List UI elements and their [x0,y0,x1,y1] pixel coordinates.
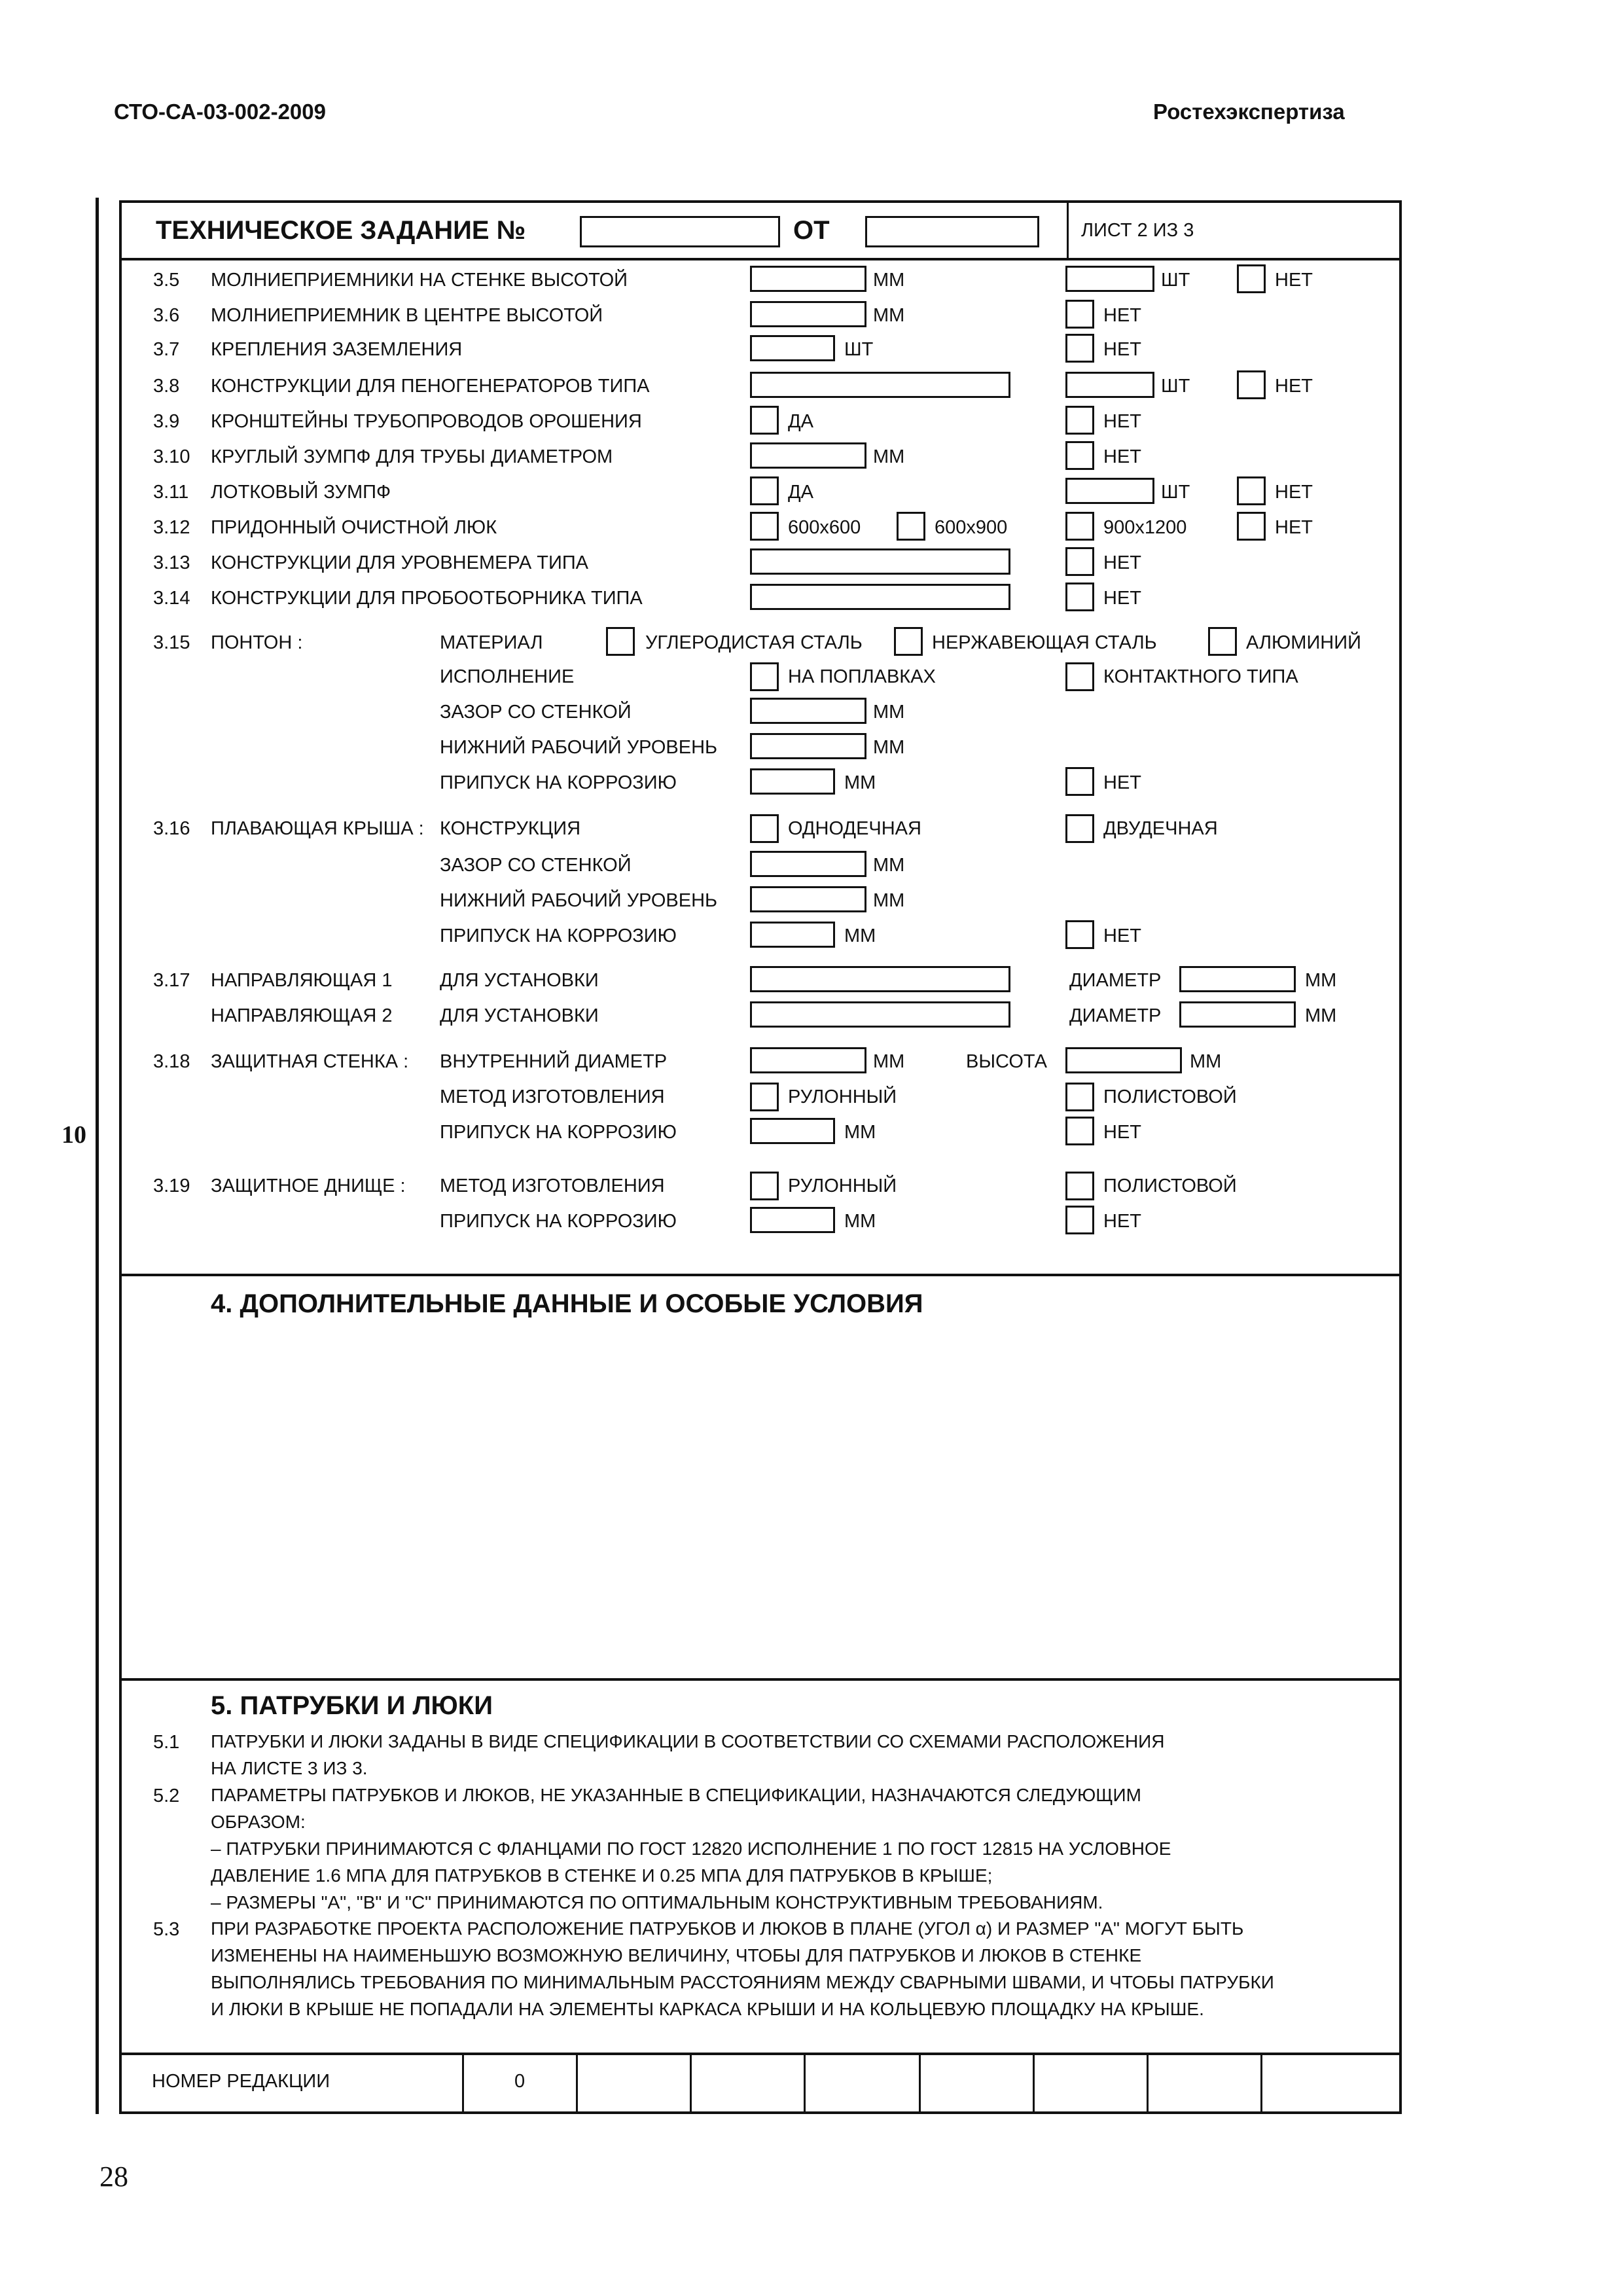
sheet-divider [1067,200,1069,259]
row-label: МОЛНИЕПРИЕМНИК В ЦЕНТРЕ ВЫСОТОЙ [211,305,603,326]
item-num: 5.1 [153,1732,180,1753]
row-label: КОНСТРУКЦИИ ДЛЯ ПЕНОГЕНЕРАТОРОВ ТИПА [211,376,650,397]
checkbox-label: НЕТ [1103,305,1141,326]
row-num: 3.10 [153,446,190,467]
revision-divider [119,2053,1402,2055]
checkbox-label: НЕТ [1103,1122,1141,1143]
checkbox-label: НА ПОПЛАВКАХ [788,666,936,687]
checkbox[interactable] [1065,767,1094,796]
unit-label: ММ [873,737,905,758]
field-label: ДИАМЕТР [1069,1005,1162,1026]
margin-number: 10 [62,1121,86,1149]
input-field[interactable] [750,266,866,292]
checkbox-label: АЛЮМИНИЙ [1246,632,1361,653]
checkbox[interactable] [1065,512,1094,541]
checkbox[interactable] [1065,1083,1094,1111]
note-line: ИЗМЕНЕНЫ НА НАИМЕНЬШУЮ ВОЗМОЖНУЮ ВЕЛИЧИНУ, ЧТОБЫ ДЛЯ ПАТРУБКОВ И ЛЮКОВ В СТЕНКЕ [211,1945,1142,1965]
checkbox[interactable] [1065,547,1094,576]
field-label: ПРИПУСК НА КОРРОЗИЮ [440,1122,677,1143]
unit-label: ММ [844,1211,876,1232]
unit-label: ММ [844,925,876,946]
unit-label: ММ [873,446,905,467]
checkbox-label: НЕТ [1103,339,1141,360]
field-label: ВЫСОТА [966,1051,1047,1072]
checkbox[interactable] [1065,334,1094,363]
input-field[interactable] [750,768,835,795]
input-field[interactable] [1065,1047,1182,1073]
checkbox[interactable] [750,814,779,843]
field-label: ЗАЗОР СО СТЕНКОЙ [440,702,632,723]
checkbox-label: НЕРЖАВЕЮЩАЯ СТАЛЬ [932,632,1157,653]
checkbox-label: РУЛОННЫЙ [788,1175,897,1196]
unit-label: ММ [1305,1005,1337,1026]
field-label: НИЖНИЙ РАБОЧИЙ УРОВЕНЬ [440,890,718,911]
input-field[interactable] [1065,372,1154,398]
checkbox[interactable] [750,512,779,541]
checkbox-label: ОДНОДЕЧНАЯ [788,818,921,839]
input-field[interactable] [750,584,1010,610]
unit-label: ММ [844,1122,876,1143]
unit-label: ММ [873,890,905,911]
checkbox[interactable] [750,476,779,505]
checkbox[interactable] [1065,583,1094,611]
checkbox-label: НЕТ [1275,517,1313,538]
input-field[interactable] [750,922,835,948]
checkbox[interactable] [1065,662,1094,691]
revision-col-divider [1260,2053,1262,2114]
input-field[interactable] [1179,1001,1296,1028]
checkbox-label: ДА [788,411,813,432]
checkbox[interactable] [1065,406,1094,435]
input-field[interactable] [750,1047,866,1073]
field-label: МЕТОД ИЗГОТОВЛЕНИЯ [440,1086,665,1107]
row-num: 3.15 [153,632,190,653]
checkbox-label: НЕТ [1103,772,1141,793]
row-label: КОНСТРУКЦИИ ДЛЯ ПРОБООТБОРНИКА ТИПА [211,588,643,609]
unit-label: ММ [844,772,876,793]
field-label: ДЛЯ УСТАНОВКИ [440,970,599,991]
sheet-label: ЛИСТ 2 ИЗ 3 [1081,220,1194,241]
field-label: НИЖНИЙ РАБОЧИЙ УРОВЕНЬ [440,737,718,758]
input-field[interactable] [750,1207,835,1233]
field-label: ЗАЗОР СО СТЕНКОЙ [440,855,632,876]
checkbox-label: ПОЛИСТОВОЙ [1103,1175,1237,1196]
checkbox-label: УГЛЕРОДИСТАЯ СТАЛЬ [645,632,863,653]
checkbox-label: 900х1200 [1103,517,1187,538]
note-line: И ЛЮКИ В КРЫШЕ НЕ ПОПАДАЛИ НА ЭЛЕМЕНТЫ КАРКАСА КРЫШИ И НА КОЛЬЦЕВУЮ ПЛОЩАДКУ НА КРЫШЕ. [211,1999,1204,2019]
row-label: КРЕПЛЕНИЯ ЗАЗЕМЛЕНИЯ [211,339,463,360]
date-label: ОТ [793,216,830,245]
checkbox[interactable] [1237,370,1266,399]
unit-label: ММ [873,270,905,291]
unit-label: ШТ [844,339,874,360]
row-label: ЛОТКОВЫЙ ЗУМПФ [211,482,391,503]
row-num: 3.8 [153,376,180,397]
input-field[interactable] [750,698,866,724]
note-line: ВЫПОЛНЯЛИСЬ ТРЕБОВАНИЯ ПО МИНИМАЛЬНЫМ РАССТОЯНИЯМ МЕЖДУ СВАРНЫМИ ШВАМИ, И ЧТОБЫ ПАТРУБКИ [211,1972,1274,1992]
field-label: ДЛЯ УСТАНОВКИ [440,1005,599,1026]
item-num: 5.2 [153,1785,180,1806]
row-num: 3.19 [153,1175,190,1196]
row-num: 3.6 [153,305,180,326]
revision-col-divider [690,2053,692,2114]
unit-label: ММ [873,305,905,326]
note-line: ПРИ РАЗРАБОТКЕ ПРОЕКТА РАСПОЛОЖЕНИЕ ПАТРУБКОВ И ЛЮКОВ В ПЛАНЕ (УГОЛ α) И РАЗМЕР "А" МОГУТ БЫТЬ [211,1918,1244,1939]
section4-title: 4. ДОПОЛНИТЕЛЬНЫЕ ДАННЫЕ И ОСОБЫЕ УСЛОВИЯ [211,1289,923,1318]
checkbox-label: ДА [788,482,813,503]
input-field[interactable] [750,548,1010,575]
row-num: 3.5 [153,270,180,291]
input-field[interactable] [750,851,866,877]
section4-divider [119,1274,1402,1276]
additional-conditions-area[interactable] [151,1329,1368,1656]
row-num: 3.14 [153,588,190,609]
revision-col-divider [1147,2053,1149,2114]
input-field[interactable] [750,301,866,327]
unit-label: ШТ [1161,482,1190,503]
form-date-field[interactable] [865,216,1039,247]
item-num: 5.3 [153,1919,180,1940]
revision-col-divider [576,2053,578,2114]
form-title: ТЕХНИЧЕСКОЕ ЗАДАНИЕ № [156,216,526,245]
revision-label: НОМЕР РЕДАКЦИИ [152,2071,330,2092]
field-label: ПРИПУСК НА КОРРОЗИЮ [440,772,677,793]
section5-divider [119,1678,1402,1681]
input-field[interactable] [1065,478,1154,504]
checkbox[interactable] [1065,1172,1094,1200]
revision-col-divider [804,2053,806,2114]
input-field[interactable] [750,733,866,759]
checkbox-label: ПОЛИСТОВОЙ [1103,1086,1237,1107]
revision-value: 0 [514,2071,526,2092]
checkbox[interactable] [1065,441,1094,470]
checkbox-label: ДВУДЕЧНАЯ [1103,818,1218,839]
checkbox[interactable] [1065,920,1094,949]
checkbox-label: КОНТАКТНОГО ТИПА [1103,666,1298,687]
row-num: 3.16 [153,818,190,839]
note-line: ПАТРУБКИ И ЛЮКИ ЗАДАНЫ В ВИДЕ СПЕЦИФИКАЦИИ В СООТВЕТСТВИИ СО СХЕМАМИ РАСПОЛОЖЕНИЯ [211,1731,1165,1751]
note-line: НА ЛИСТЕ 3 ИЗ 3. [211,1758,368,1778]
input-field[interactable] [1179,966,1296,992]
row-num: 3.11 [153,482,189,503]
checkbox[interactable] [894,627,923,656]
revision-col-divider [1033,2053,1035,2114]
checkbox[interactable] [606,627,635,656]
row-label: НАПРАВЛЯЮЩАЯ 2 [211,1005,393,1026]
checkbox-label: НЕТ [1103,411,1141,432]
field-label: МЕТОД ИЗГОТОВЛЕНИЯ [440,1175,665,1196]
title-row-divider [119,258,1402,260]
note-line: ОБРАЗОМ: [211,1812,306,1832]
field-label: ПРИПУСК НА КОРРОЗИЮ [440,1211,677,1232]
checkbox-label: НЕТ [1275,270,1313,291]
field-label: КОНСТРУКЦИЯ [440,818,581,839]
unit-label: ШТ [1161,376,1190,397]
input-field[interactable] [1065,266,1154,292]
checkbox-label: 600х900 [935,517,1008,538]
input-field[interactable] [750,886,866,912]
checkbox[interactable] [1208,627,1237,656]
checkbox[interactable] [750,662,779,691]
row-label: ПРИДОННЫЙ ОЧИСТНОЙ ЛЮК [211,517,497,538]
checkbox-label: РУЛОННЫЙ [788,1086,897,1107]
unit-label: ММ [1190,1051,1222,1072]
section5-title: 5. ПАТРУБКИ И ЛЮКИ [211,1691,493,1720]
checkbox[interactable] [750,406,779,435]
revision-col-divider [919,2053,921,2114]
checkbox[interactable] [1237,264,1266,293]
input-field[interactable] [750,1001,1010,1028]
form-number-field[interactable] [580,216,780,247]
revision-col-divider [462,2053,464,2114]
row-label: ПЛАВАЮЩАЯ КРЫША : [211,818,424,839]
page-number: 28 [99,2161,128,2193]
unit-label: ММ [873,855,905,876]
row-label: КОНСТРУКЦИИ ДЛЯ УРОВНЕМЕРА ТИПА [211,552,589,573]
checkbox-label: НЕТ [1103,552,1141,573]
field-label: ВНУТРЕННИЙ ДИАМЕТР [440,1051,668,1072]
row-num: 3.12 [153,517,190,538]
checkbox[interactable] [1237,512,1266,541]
unit-label: ММ [873,702,905,723]
checkbox[interactable] [897,512,925,541]
note-line: ДАВЛЕНИЕ 1.6 МПА ДЛЯ ПАТРУБКОВ В СТЕНКЕ И 0.25 МПА ДЛЯ ПАТРУБКОВ В КРЫШЕ; [211,1865,993,1886]
row-label: МОЛНИЕПРИЕМНИКИ НА СТЕНКЕ ВЫСОТОЙ [211,270,628,291]
organization-name: Ростехэкспертиза [1153,99,1345,124]
row-num: 3.17 [153,970,190,991]
input-field[interactable] [750,1118,835,1144]
checkbox[interactable] [1065,1206,1094,1234]
unit-label: ММ [1305,970,1337,991]
checkbox-label: НЕТ [1275,482,1313,503]
row-label: ЗАЩИТНОЕ ДНИЩЕ : [211,1175,406,1196]
note-line: – РАЗМЕРЫ "А", "В" И "С" ПРИНИМАЮТСЯ ПО ОПТИМАЛЬНЫМ КОНСТРУКТИВНЫМ ТРЕБОВАНИЯМ. [211,1892,1103,1912]
checkbox[interactable] [1065,814,1094,843]
checkbox[interactable] [750,1083,779,1111]
checkbox[interactable] [1065,300,1094,329]
field-label: МАТЕРИАЛ [440,632,543,653]
row-label: КРОНШТЕЙНЫ ТРУБОПРОВОДОВ ОРОШЕНИЯ [211,411,642,432]
row-label: КРУГЛЫЙ ЗУМПФ ДЛЯ ТРУБЫ ДИАМЕТРОМ [211,446,613,467]
checkbox[interactable] [1237,476,1266,505]
checkbox[interactable] [1065,1117,1094,1145]
checkbox-label: НЕТ [1275,376,1313,397]
margin-bar [96,198,99,2114]
checkbox-label: НЕТ [1103,588,1141,609]
checkbox-label: 600х600 [788,517,861,538]
field-label: ИСПОЛНЕНИЕ [440,666,575,687]
field-label: ПРИПУСК НА КОРРОЗИЮ [440,925,677,946]
note-line: ПАРАМЕТРЫ ПАТРУБКОВ И ЛЮКОВ, НЕ УКАЗАННЫЕ В СПЕЦИФИКАЦИИ, НАЗНАЧАЮТСЯ СЛЕДУЮЩИМ [211,1785,1141,1805]
input-field[interactable] [750,442,866,469]
row-num: 3.7 [153,339,180,360]
checkbox-label: НЕТ [1103,446,1141,467]
row-num: 3.9 [153,411,180,432]
field-label: ДИАМЕТР [1069,970,1162,991]
checkbox-label: НЕТ [1103,925,1141,946]
row-label: ЗАЩИТНАЯ СТЕНКА : [211,1051,409,1072]
row-label: ПОНТОН : [211,632,303,653]
checkbox[interactable] [750,1172,779,1200]
checkbox-label: НЕТ [1103,1211,1141,1232]
input-field[interactable] [750,966,1010,992]
input-field[interactable] [750,372,1010,398]
unit-label: ШТ [1161,270,1190,291]
doc-code: СТО-СА-03-002-2009 [114,99,326,124]
row-num: 3.18 [153,1051,190,1072]
row-label: НАПРАВЛЯЮЩАЯ 1 [211,970,393,991]
input-field[interactable] [750,335,835,361]
row-num: 3.13 [153,552,190,573]
note-line: – ПАТРУБКИ ПРИНИМАЮТСЯ С ФЛАНЦАМИ ПО ГОСТ 12820 ИСПОЛНЕНИЕ 1 ПО ГОСТ 12815 НА УСЛОВНОЕ [211,1839,1171,1859]
unit-label: ММ [873,1051,905,1072]
